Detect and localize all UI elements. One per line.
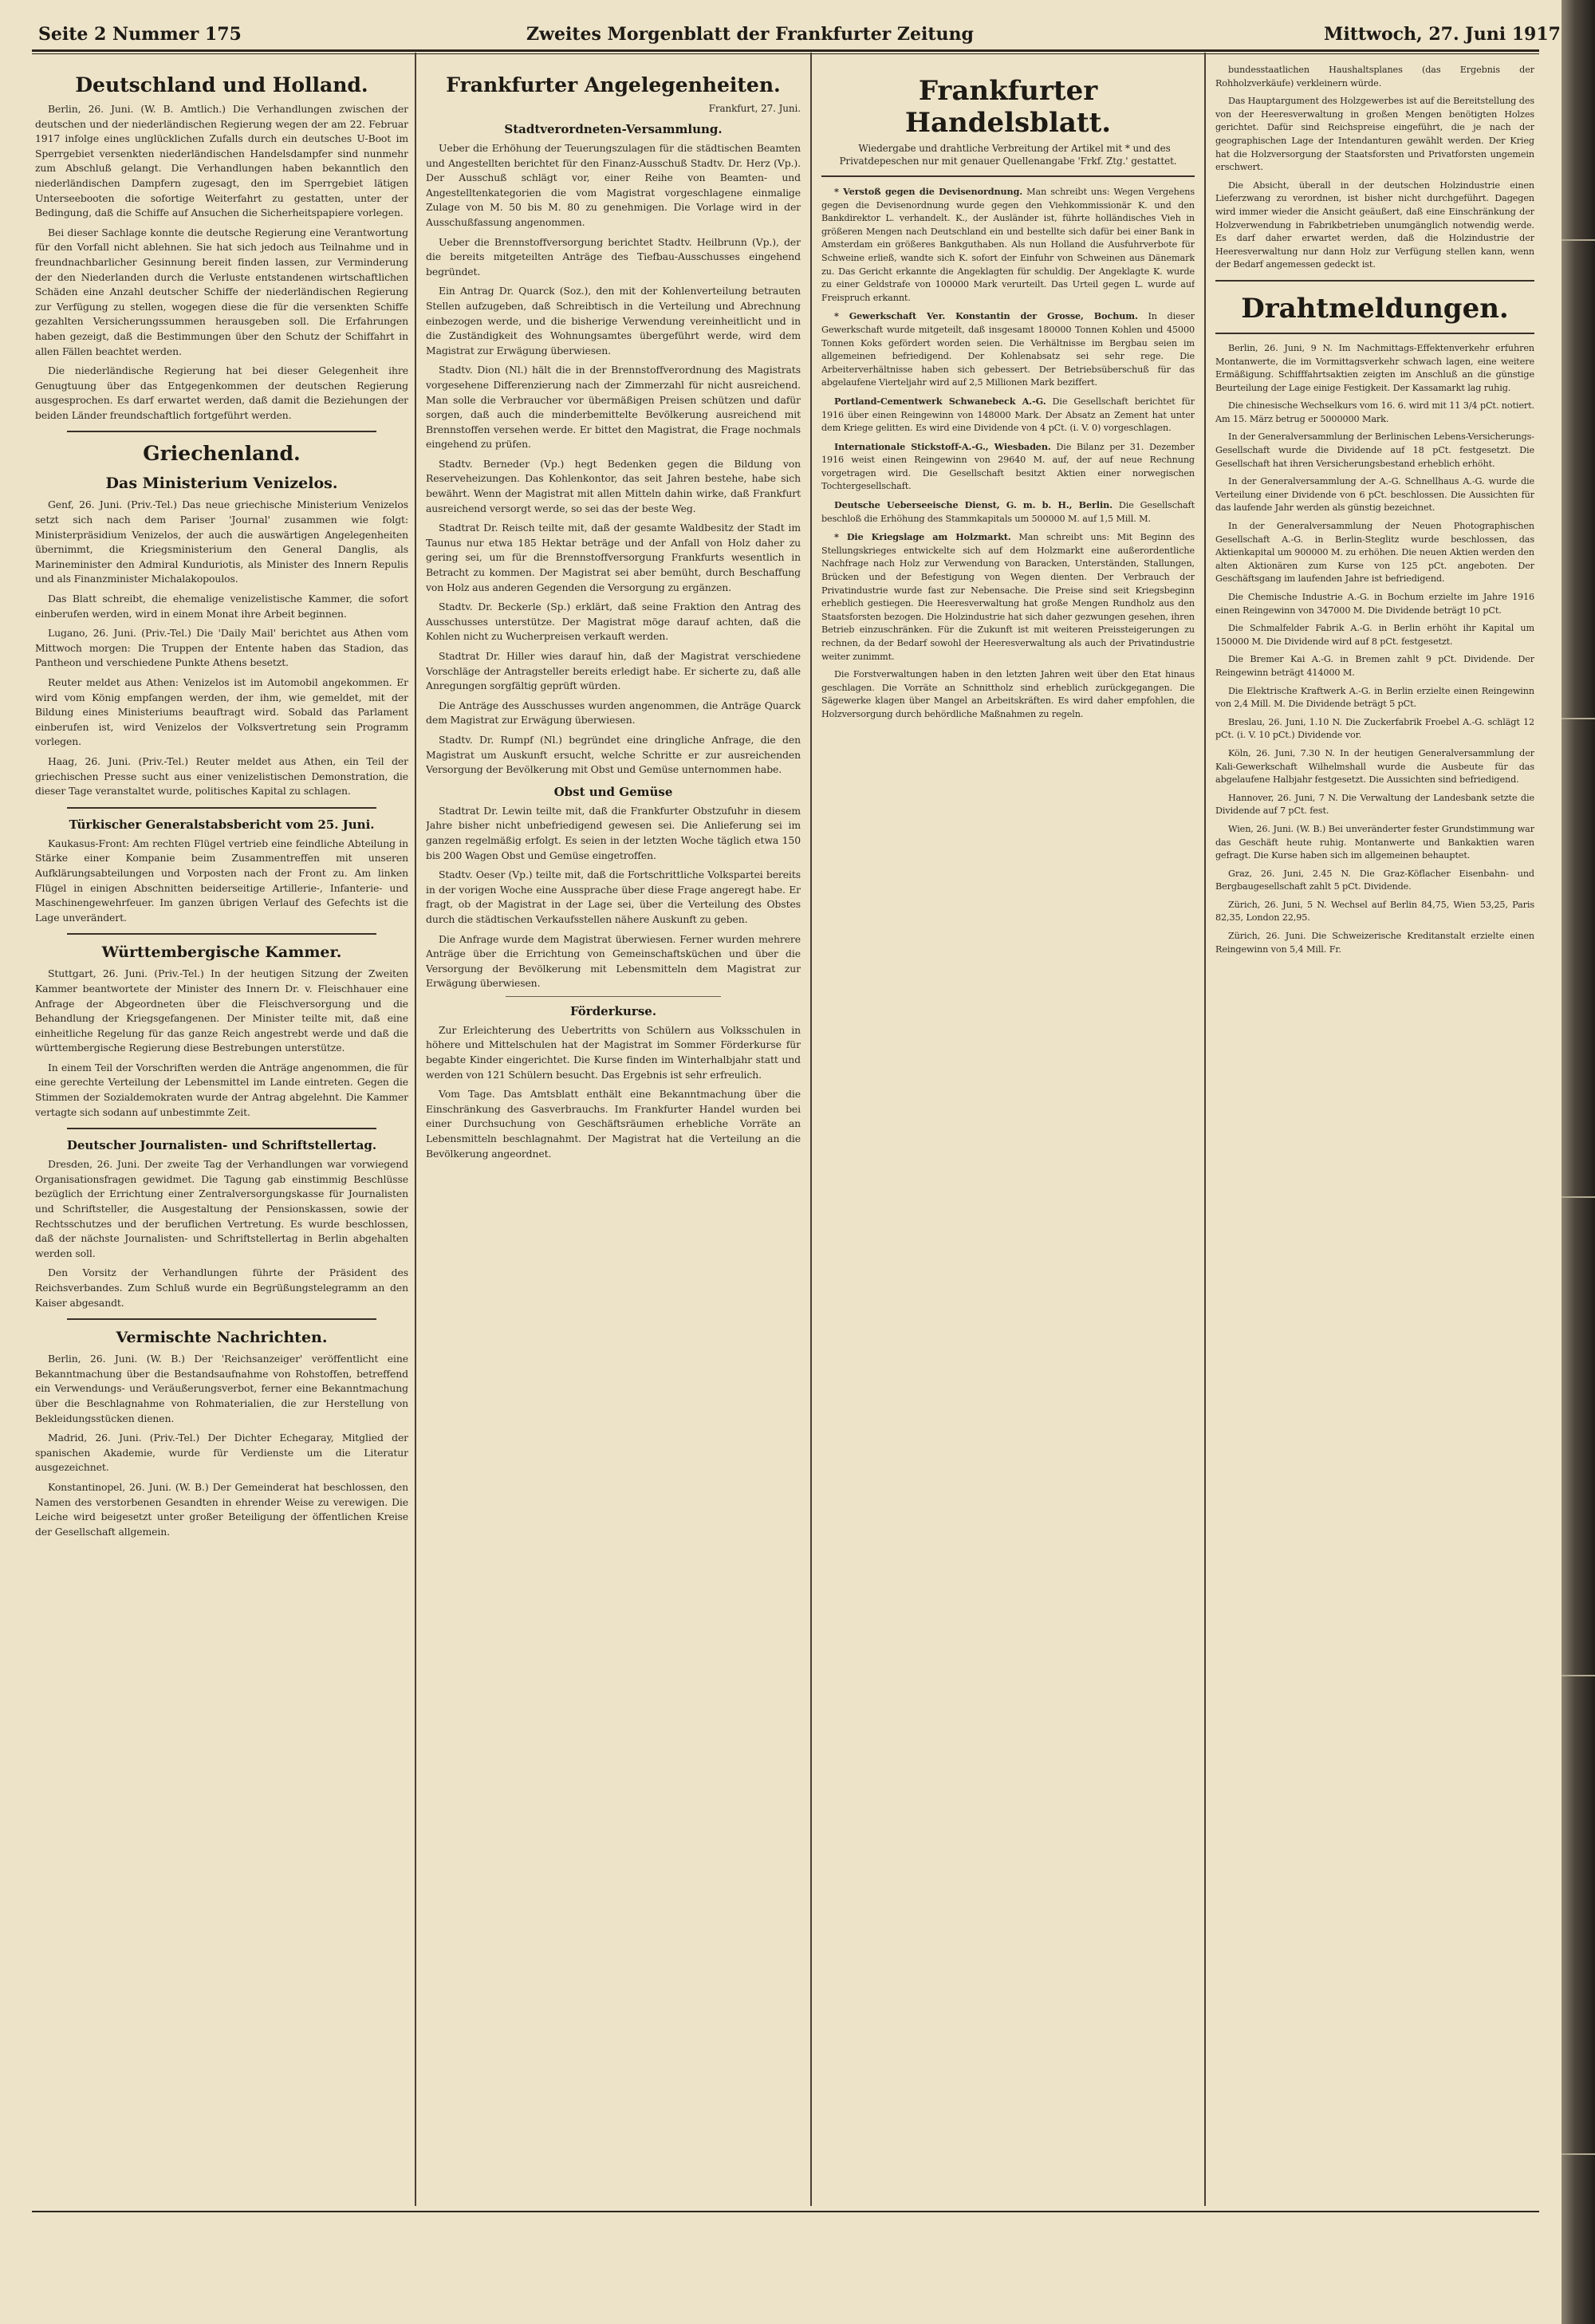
business-item xyxy=(821,440,1195,494)
item-head: * Verstoß gegen die Devisenordnung. xyxy=(834,186,1023,197)
article-paragraph: Die Anträge des Ausschusses wurden angenommen, die Anträge Quarck dem Magistrat zur Erwägung überwiesen. xyxy=(426,699,801,727)
subheadline-obst: Obst und Gemüse xyxy=(553,784,673,799)
article-paragraph: Stadtrat Dr. Lewin teilte mit, daß die Frankfurter Obstzufuhr in diesem Jahre bisher nicht unbefriedigend gewesen sei. Die Anlieferung sei im ganzen regelmäßig erfolgt. Es seien in der letzten Woche täglich etwa 150 bis 200 Wagen Obst und Gemüse eingetroffen. xyxy=(426,804,801,861)
telegraph-item: Die Chemische Industrie A.-G. in Bochum erzielte im Jahre 1916 einen Reingewinn von 347000 M. Die Dividende beträgt 10 pCt. xyxy=(1215,592,1534,616)
article-paragraph: Die niederländische Regierung hat bei dieser Gelegenheit ihre Genugtuung über das Entgegenkommen der deutschen Regierung ausgesprochen. Es darf erwartet werden, daß damit die Beziehungen der beiden Länder freundschaftlich fortgeführt werden. xyxy=(35,364,408,421)
section-separator xyxy=(821,175,1195,177)
subheadline-venizelos: Das Ministerium Venizelos. xyxy=(105,475,338,493)
section-separator xyxy=(1215,280,1534,282)
telegraph-item: In der Generalversammlung der A.-G. Schnellhaus A.-G. wurde die Verteilung einer Dividende von 6 pCt. beschlossen. Die Aussichten für das laufende Jahr werden als günstig bezeichnet. xyxy=(1215,476,1534,514)
article-paragraph: Die Absicht, überall in der deutschen Holzindustrie einen Lieferzwang zu verordnen, ist bisher nicht durchgeführt. Dagegen wird immer wieder die Ansicht geäußert, daß eine Einschränkung der Holzverwendung in Fabrikbetrieben unumgänglich notwendig werde. Es darf daher erwartet werden, daß die Holzindustrie der Heeresverwaltung nur dann Holz zur Verfügung stellen kann, wenn der Bedarf angemessen gedeckt ist. xyxy=(1215,179,1534,270)
business-item xyxy=(821,395,1195,435)
item-text: Man schreibt uns: Mit Beginn des Stellungskrieges entwickelte sich auf dem Holzmarkt eine außerordentliche Nachfrage nach Holz zur Verwendung von Baracken, Unterständen, Stallungen, Brücken und der Befestigung von Wegen dienten. Der Verbrauch der Privatindustrie wurde fast zur Nebensache. Die Preise sind seit Kriegsbeginn erheblich gestiegen. Die Heeresverwaltung hat große Mengen Rundholz aus den Staatsforsten bezogen. Die Holzindustrie hat sich daher gezwungen gesehen, ihren Betrieb einzuschränken. Für die Zukunft ist mit weiteren Preissteigerungen zu rechnen, da der Bedarf sowohl der Heeresverwaltung als auch der Privatindustrie weiter zunimmt. xyxy=(821,532,1195,662)
item-head: Deutsche Ueberseeische Dienst, G. m. b. H., Berlin. xyxy=(834,499,1113,511)
business-item xyxy=(821,185,1195,305)
telegraph-item: Die chinesische Wechselkurs vom 16. 6. wird mit 11 3/4 pCt. notiert. Am 15. März betrug er 5000000 Mark. xyxy=(1215,400,1534,424)
article-paragraph: Vom Tage. Das Amtsblatt enthält eine Bekanntmachung über die Einschränkung des Gasverbrauchs. Im Frankfurter Handel wurden bei einer Durchsuchung von Geschäftsräumen erhebliche Vorräte an Lebensmitteln beschlagnahmt. Der Magistrat hat die Verteilung an die Bevölkerung angeordnet. xyxy=(426,1088,801,1160)
section-separator xyxy=(67,431,376,432)
headline-frankfurt: Frankfurter Angelegenheiten. xyxy=(446,73,781,97)
article-paragraph: Bei dieser Sachlage konnte die deutsche Regierung eine Verantwortung für den Vorfall nicht ablehnen. Sie hat sich jedoch aus Teilnahme und in freundnachbarlicher Gesinnung bereit finden lassen, zur Verminderung der den Niederlanden durch die Verluste entstandenen wirtschaftlichen Schäden eine Anzahl deutscher Schiffe der niederländischen Regierung zur Verfügung zu stellen, wogegen diese die für die versenkten Schiffe gezahlten Versicherungssummen herausgeben soll. Die Erfahrungen haben gezeigt, daß die Bestimmungen über den Schutz der Schiffahrt in allen Fällen beachtet werden. xyxy=(35,226,408,357)
article-paragraph: Stadtrat Dr. Reisch teilte mit, daß der gesamte Waldbesitz der Stadt im Taunus nur etwa 185 Hektar beträge und der Anfall von Holz daher zu gering sei, um für die Brennstoffversorgung Frankfurts wesentlich in Betracht zu kommen. Der Magistrat sei aber bemüht, durch Beschaffung von Holz aus anderen Gegenden die Versorgung zu ergänzen. xyxy=(426,522,801,593)
item-head: * Gewerkschaft Ver. Konstantin der Grosse, Bochum. xyxy=(834,310,1138,322)
issue-date: Mittwoch, 27. Juni 1917 xyxy=(1324,24,1561,45)
article-paragraph: Stuttgart, 26. Juni. (Priv.-Tel.) In der heutigen Sitzung der Zweiten Kammer beantwortete der Minister des Innern Dr. v. Fleischhauer eine Anfrage der Abgeordneten über die Fleischversorgung und die Behandlung der Kriegsgefangenen. Der Minister teilte mit, daß eine einheitliche Regelung für das ganze Reich angestrebt werde und daß die württembergische Regierung diese Bestrebungen unterstütze. xyxy=(35,967,408,1054)
article-paragraph: Stadtv. Oeser (Vp.) teilte mit, daß die Fortschrittliche Volkspartei bereits in der vorigen Woche eine Aussprache über diese Frage angeregt habe. Er fragt, ob der Magistrat in der Lage sei, über die Verteilung des Obstes durch die städtischen Verkaufsstellen nähere Auskunft zu geben. xyxy=(426,869,801,925)
telegraph-item: Zürich, 26. Juni. Die Schweizerische Kreditanstalt erzielte einen Reingewinn von 5,4 Mill. Fr. xyxy=(1215,931,1534,955)
article-paragraph: Reuter meldet aus Athen: Venizelos ist im Automobil angekommen. Er wird vom König empfangen werden, der ihm, wie gemeldet, mit der Bildung eines Ministeriums beauftragt wird. Sobald das Parlament einberufen ist, wird Venizelos der Volksvertretung sein Programm vorlegen. xyxy=(35,676,408,748)
article-paragraph: Haag, 26. Juni. (Priv.-Tel.) Reuter meldet aus Athen, ein Teil der griechischen Presse sucht aus einer venizelistischen Demonstration, die dieser Tage veranstaltet wurde, politisches Kapital zu schlagen. xyxy=(35,754,408,798)
item-text: Die Gesellschaft beschloß die Erhöhung des Stammkapitals um 500000 M. auf 1,5 Mill. M. xyxy=(821,500,1195,524)
telegraph-item: Zürich, 26. Juni, 5 N. Wechsel auf Berlin 84,75, Wien 53,25, Paris 82,35, London 22,95. xyxy=(1215,899,1534,924)
headline-handelsblatt: Frankfurter Handelsblatt. xyxy=(904,75,1112,139)
article-paragraph: Die Anfrage wurde dem Magistrat überwiesen. Ferner wurden mehrere Anträge über die Errichtung von Gemeinschaftsküchen und über die Versorgung der Bevölkerung mit Lebensmitteln dem Magistrat zur Erwägung überwiesen. xyxy=(426,932,801,990)
article-paragraph: Den Vorsitz der Verhandlungen führte der Präsident des Reichsverbandes. Zum Schluß wurde ein Begrüßungstelegramm an den Kaiser abgesandt. xyxy=(35,1266,408,1309)
article-paragraph: bundesstaatlichen Haushaltsplanes (das Ergebnis der Rohholzverkäufe) verkleinern würde. xyxy=(1215,65,1534,89)
item-text: Man schreibt uns: Wegen Vergehens gegen die Devisenordnung wurde gegen den Viehkommissionär K. und den Bankdirektor L. verhandelt. K., der Ausländer ist, führte holländisches Vieh in größeren Mengen nach Deutschland ein und bestellte sich dafür bei einer Bank in Amsterdam ein größeres Bankguthaben. Als nun Holland die Ausfuhrverbote für Schweine erließ, wandte sich K. sofort der Einfuhr von Schweinen aus Dänemark zu. Das Gericht erkannte die Angeklagten für schuldig. Der Angeklagte K. wurde zu einer Geldstrafe von 100000 Mark verurteilt. Das Urteil gegen L. wurde auf Freispruch erkannt. xyxy=(821,187,1195,303)
headline-tuerkei: Türkischer Generalstabsbericht vom 25. Juni. xyxy=(69,817,375,832)
article-paragraph: Madrid, 26. Juni. (Priv.-Tel.) Der Dichter Echegaray, Mitglied der spanischen Akademie, wurde für Verdienste um die Literatur ausgezeichnet. xyxy=(35,1432,408,1474)
reprint-note: Wiedergabe und drahtliche Verbreitung der Artikel mit * und des Privatdepeschen nur mit genauer Quellenangabe 'Frkf. Ztg.' gestattet. xyxy=(839,143,1177,167)
headline-griechenland: Griechenland. xyxy=(143,442,301,466)
telegraph-item: Graz, 26. Juni, 2.45 N. Die Graz-Köflacher Eisenbahn- und Bergbaugesellschaft zahlt 5 pCt. Dividende. xyxy=(1215,868,1534,892)
headline-drahtmeldungen: Drahtmeldungen. xyxy=(1241,292,1509,325)
article-paragraph: Dresden, 26. Juni. Der zweite Tag der Verhandlungen war vorwiegend Organisationsfragen gewidmet. Die Tagung gab einstimmig Beschlüsse bezüglich der Errichtung einer Zentralversorgungskasse für Journalisten und Schriftsteller, die Ausgestaltung der Pensionskassen, sowie der Rechtsschutzes und der beruflichen Vertretung. Es wurde beschlossen, daß der nächste Journalisten- und Schriftstellertag in Berlin abgehalten werden soll. xyxy=(35,1158,408,1259)
article-paragraph: Stadtv. Dr. Rumpf (Nl.) begründet eine dringliche Anfrage, die den Magistrat um Auskunft ersucht, welche Schritte er zur ausreichenden Versorgung der Bevölkerung mit Obst und Gemüse unternommen habe. xyxy=(426,733,801,776)
column-3 xyxy=(821,64,1195,2137)
subheadline-foerderkurse: Förderkurse. xyxy=(569,1003,657,1018)
business-item xyxy=(821,530,1195,664)
article-paragraph: In einem Teil der Vorschriften werden die Anträge angenommen, die für eine gerechte Verteilung der Lebensmittel im Lande eintreten. Gegen die Stimmen der Sozialdemokraten wurde der Antrag abgelehnt. Die Kammer vertagte sich sodann auf unbestimmte Zeit. xyxy=(35,1061,408,1118)
header-rule xyxy=(32,49,1539,52)
section-separator xyxy=(67,1318,376,1320)
article-paragraph: Die Forstverwaltungen haben in den letzten Jahren weit über den Etat hinaus geschlagen. Die Vorräte an Schnittholz sind erheblich zurückgegangen. Die Sägewerke klagen über Mangel an Arbeitskräften. Es wird daher empfohlen, die Holzversorgung durch behördliche Maßnahmen zu regeln. xyxy=(821,669,1195,719)
headline-wuerttemberg: Württembergische Kammer. xyxy=(101,943,342,962)
article-paragraph: Ein Antrag Dr. Quarck (Soz.), den mit der Kohlenverteilung betrauten Stellen aufzugeben, daß Schreibtisch in die Verteilung und Abrechnung einbezogen werde, und die bisherige Verwendung vereinheitlicht und in die Zuständigkeit des Wohnungsamtes übergeführt werde, wird dem Magistrat zur Erwägung überwiesen. xyxy=(426,285,801,356)
article-paragraph: Stadtrat Dr. Hiller wies darauf hin, daß der Magistrat verschiedene Vorschläge der Antragsteller bereits erledigt habe. Er sicherte zu, daß alle Anregungen sorgfältig geprüft würden. xyxy=(426,650,801,692)
telegraph-item: Die Elektrische Kraftwerk A.-G. in Berlin erzielte einen Reingewinn von 2,4 Mill. M. Die Dividende beträgt 5 pCt. xyxy=(1215,685,1534,710)
article-paragraph: Berlin, 26. Juni. (W. B. Amtlich.) Die Verhandlungen zwischen der deutschen und der niederländischen Regierung wegen der am 22. Februar 1917 infolge eines unglücklichen Zufalls durch ein deutsches U-Boot im Sperrgebiet versenkten niederländischen Handelsdampfer sind nunmehr zum Abschluß gelangt. Die Verhandlungen haben bekanntlich den niederländischen Dampfern zugesagt, den im Sperrgebiet lätigen Unterseebooten die sofortige Weiterfahrt zu gestatten, unter der Bedingung, daß die Schiffe auf Ansuchen die Sicherheitspapiere vorlegen. xyxy=(35,103,408,219)
article-paragraph: Kaukasus-Front: Am rechten Flügel vertrieb eine feindliche Abteilung in Stärke einer Kompanie beim Zusammentreffen mit unseren Aufklärungsabteilungen und Vorposten nach der Front zu. Am linken Flügel in einigen Abschnitten beiderseitige Artillerie-, Infanterie- und Maschinengewehrfeuer. Im ganzen übrigen Verlauf des Gefechts ist die Lage unverändert. xyxy=(35,837,408,924)
item-text: Die Gesellschaft berichtet für 1916 über einen Reingewinn von 148000 Mark. Der Absatz an Zement hat unter dem Kriege gelitten. Es wird eine Dividende von 4 pCt. (i. V. 0) vorgeschlagen. xyxy=(821,396,1195,434)
telegraph-item: Köln, 26. Juni, 7.30 N. In der heutigen Generalversammlung der Kali-Gewerkschaft Wilhelmshall wurde die Ausbeute für das abgelaufene Halbjahr festgesetzt. Die Aussichten sind befriedigend. xyxy=(1215,747,1534,786)
masthead-line: Zweites Morgenblatt der Frankfurter Zeitung xyxy=(526,24,974,45)
headline-vermischtes: Vermischte Nachrichten. xyxy=(116,1329,328,1347)
telegraph-item: Die Schmalfelder Fabrik A.-G. in Berlin erhöht ihr Kapital um 150000 M. Die Dividende wird auf 8 pCt. festgesetzt. xyxy=(1215,623,1534,647)
article-paragraph: Stadtv. Dr. Beckerle (Sp.) erklärt, daß seine Fraktion den Antrag des Ausschusses unterstütze. Der Magistrat möge darauf achten, daß die Kohlen nicht zu Wucherpreisen verkauft werden. xyxy=(426,601,801,643)
item-head: * Die Kriegslage am Holzmarkt. xyxy=(834,531,1011,543)
business-item xyxy=(821,309,1195,390)
telegraph-item: Breslau, 26. Juni, 1.10 N. Die Zuckerfabrik Froebel A.-G. schlägt 12 pCt. (i. V. 10 pCt.) Dividende vor. xyxy=(1215,716,1534,741)
telegraph-item: Hannover, 26. Juni, 7 N. Die Verwaltung der Landesbank setzte die Dividende auf 7 pCt. fest. xyxy=(1215,792,1534,817)
column-divider xyxy=(810,53,812,2206)
dateline: Frankfurt, 27. Juni. xyxy=(708,103,801,114)
telegraph-item: In der Generalversammlung der Berlinischen Lebens-Versicherungs-Gesellschaft wurde die Dividende auf 18 pCt. festgesetzt. Die Gesellschaft hat ihren Versicherungsbestand erheblich erhöht. xyxy=(1215,431,1534,469)
page-header xyxy=(0,0,1562,56)
business-item xyxy=(821,498,1195,526)
article-paragraph: Stadtv. Berneder (Vp.) hegt Bedenken gegen die Bildung von Reserveheizungen. Das Kohlenkontor, das seit Jahren bestehe, habe sich bewährt. Wenn der Magistrat mit allen Mitteln dahin wirke, daß Frankfurt ausreichend versorgt werde, so sei das der beste Weg. xyxy=(426,457,801,514)
section-separator xyxy=(506,996,721,997)
item-text: Die Bilanz per 31. Dezember 1916 weist einen Reingewinn von 29640 M. auf, der auf neue Rechnung vorgetragen wird. Die Gesellschaft besitzt Aktien einer norwegischen Tochtergesellschaft. xyxy=(821,441,1195,492)
section-separator xyxy=(67,1128,376,1129)
article-paragraph: Genf, 26. Juni. (Priv.-Tel.) Das neue griechische Ministerium Venizelos setzt sich nach dem Pariser 'Journal' zusammen wie folgt: Ministerpräsidium Venizelos, der auch die auswärtigen Angelegenheiten übernimmt, die Kriegsministerium den General Danglis, als Marineminister den Admiral Kunduriotis, als Minister des Innern Repulis und als Finanzminister Michalakopoulos. xyxy=(35,498,408,585)
column-divider xyxy=(415,53,416,2206)
page-number: Seite 2 Nummer 175 xyxy=(38,24,242,45)
article-paragraph: Ueber die Erhöhung der Teuerungszulagen für die städtischen Beamten und Angestellten berichtet für den Finanz-Ausschuß Stadtv. Dr. Herz (Vp.). Der Ausschuß schlägt vor, einer Reihe von Beamten- und Angestelltenkategorien die vom Magistrat vorgeschlagene einmalige Zulage von M. 50 bis M. 80 zu genehmigen. Die Vorlage wird in der Ausschußfassung angenommen. xyxy=(426,142,801,228)
telegraph-item: In der Generalversammlung der Neuen Photographischen Gesellschaft A.-G. in Berlin-Steglitz wurde beschlossen, das Aktienkapital um 900000 M. zu erhöhen. Die neuen Aktien werden den alten Aktionären zum Kurse von 125 pCt. angeboten. Der Geschäftsgang im laufenden Jahre ist befriedigend. xyxy=(1215,521,1534,585)
headline-holland: Deutschland und Holland. xyxy=(75,73,368,97)
item-head: Portland-Cementwerk Schwanebeck A.-G. xyxy=(834,395,1046,407)
section-separator xyxy=(67,807,376,809)
article-paragraph: Lugano, 26. Juni. (Priv.-Tel.) Die 'Daily Mail' berichtet aus Athen vom Mittwoch morgen: Die Truppen der Entente haben das Stadion, das Pantheon und verschiedene Punkte Athens besetzt. xyxy=(35,627,408,669)
telegraph-item: Berlin, 26. Juni, 9 N. Im Nachmittags-Effektenverkehr erfuhren Montanwerte, die im Vormittagsverkehr schwach lagen, eine weitere Ermäßigung. Schifffahrtsaktien zeigten im Anschluß an die günstige Beurteilung der Lage einige Festigkeit. Der Kassamarkt lag ruhig. xyxy=(1215,342,1534,393)
subheadline-stadtverordnete: Stadtverordneten-Versammlung. xyxy=(504,122,723,136)
header-rule-thin xyxy=(32,53,1539,54)
column-2 xyxy=(426,64,801,2137)
article-paragraph: Ueber die Brennstoffversorgung berichtet Stadtv. Heilbrunn (Vp.), der die bereits mitgeteilten Anträge des Tiefbau-Ausschusses eingehend begründet. xyxy=(426,235,801,278)
column-4 xyxy=(1215,64,1534,2137)
article-paragraph: Stadtv. Dion (Nl.) hält die in der Brennstoffverordnung des Magistrats vorgesehene Differenzierung nach der Zimmerzahl für nicht ausreichend. Man solle die Verbraucher vor übermäßigen Preisen schützen und dafür sorgen, daß auch die minderbemittelte Bevölkerung ausreichend mit Brennstoffen versehen werde. Er bittet den Magistrat, die Frage nochmals eingehend zu prüfen. xyxy=(426,364,801,451)
column-1 xyxy=(35,64,408,2137)
column-divider xyxy=(1204,53,1206,2206)
article-paragraph: Berlin, 26. Juni. (W. B.) Der 'Reichsanzeiger' veröffentlicht eine Bekanntmachung über die Bestandsaufnahme von Rohstoffen, betreffend ein Verwendungs- und Veräußerungsverbot, ferner eine Bekanntmachung über die Beschlagnahme von Rohmaterialien, die zur Herstellung von Bekleidungsstücken dienen. xyxy=(35,1353,408,1424)
article-paragraph: Zur Erleichterung des Uebertritts von Schülern aus Volksschulen in höhere und Mittelschulen hat der Magistrat im Sommer Förderkurse für begabte Kinder eingerichtet. Die Kurse finden im Winterhalbjahr statt und werden von 121 Schülern besucht. Das Ergebnis ist sehr erfreulich. xyxy=(426,1023,801,1081)
item-head: Internationale Stickstoff-A.-G., Wiesbaden. xyxy=(834,440,1051,452)
section-separator xyxy=(67,933,376,935)
bound-volume-edge xyxy=(1562,0,1595,2324)
telegraph-item: Wien, 26. Juni. (W. B.) Bei unveränderter fester Grundstimmung war das Geschäft heute ruhig. Montanwerte und Bankaktien waren gefragt. Die Kurse haben sich im allgemeinen behauptet. xyxy=(1215,823,1534,861)
article-paragraph: Konstantinopel, 26. Juni. (W. B.) Der Gemeinderat hat beschlossen, den Namen des verstorbenen Gesandten in ehrender Weise zu verewigen. Die Leiche wird beigesetzt unter großer Beteiligung der öffentlichen Kreise der Gesellschaft allgemein. xyxy=(35,1480,408,1538)
article-paragraph: Das Hauptargument des Holzgewerbes ist auf die Bereitstellung des von der Heeresverwaltung in großen Mengen benötigten Holzes gerichtet. Dafür sind Reichspreise eingeführt, die je nach der geographischen Lage der Intendanturen gewählt werden. Der Krieg hat die Holzversorgung der Staatsforsten und Privatforsten ungemein erschwert. xyxy=(1215,96,1534,173)
section-separator xyxy=(1215,333,1534,334)
footer-rule xyxy=(32,2211,1539,2212)
telegraph-item: Die Bremer Kai A.-G. in Bremen zahlt 9 pCt. Dividende. Der Reingewinn beträgt 414000 M. xyxy=(1215,654,1534,678)
item-text: In dieser Gewerkschaft wurde mitgeteilt, daß insgesamt 180000 Tonnen Kohlen und 45000 Tonnen Koks gefördert worden seien. Die Verhältnisse im Bergbau seien im allgemeinen befriedigend. Der Kohlenabsatz sei sehr rege. Die Arbeiterverhältnisse haben sich gebessert. Der Betriebsüberschuß für das abgelaufene Vierteljahr wird auf 2,5 Millionen Mark beziffert. xyxy=(821,311,1195,388)
article-paragraph: Das Blatt schreibt, die ehemalige venizelistische Kammer, die sofort einberufen werden, wird in einem Monat ihre Arbeit beginnen. xyxy=(35,593,408,620)
headline-journalisten: Deutscher Journalisten- und Schriftstellertag. xyxy=(66,1138,377,1153)
